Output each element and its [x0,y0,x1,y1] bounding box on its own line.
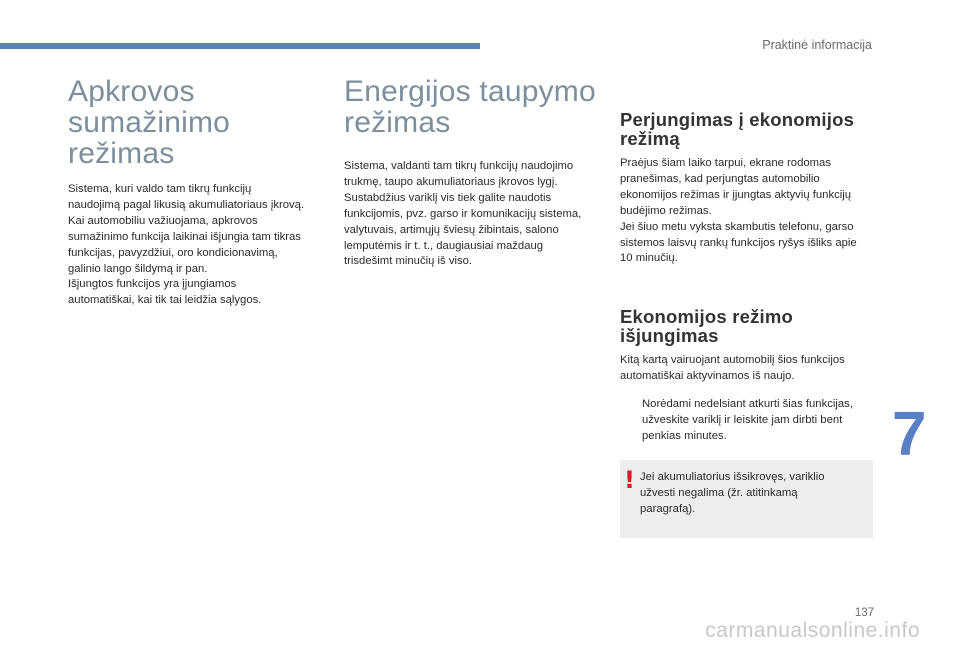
left-section [68,76,330,309]
warning-text: Jei akumuliatorius išsikrovęs, variklio užvesti negalima (žr. atitinkamą paragrafą). [640,471,825,515]
economy-mode-switch-section [620,110,876,267]
economy-mode-exit-section [620,307,876,385]
middle-section-body: Sistema, valdanti tam tikrų funkcijų naudojimo trukmę, taupo akumuliatoriaus įkrovos lygį. Sustabdžius variklį vis tiek galite naudotis funkcijomis, pvz. garso ir komunikacijų sistema, valytuvais, artimųjų šviesų žibintais, salono lemputėmis ir t. t., daugiausiai maždaug trisdešimt minučių iš viso. [344,160,582,268]
section-header-title: Praktinė informacija [762,38,872,52]
middle-section-title: Energijos taupymo režimas [344,75,596,139]
economy-mode-exit-title: Ekonomijos režimo išjungimas [620,306,794,346]
instruction-bullet [620,397,876,445]
left-section-body: Sistema, kuri valdo tam tikrų funkcijų naudojimą pagal likusią akumuliatoriaus įkrovą. Kai automobiliu važiuojama, apkrovos sumažinimo funkcija laikinai išjungia tam tikras funkcijas, pavyzdžiui, oro kondicionavimą, galinio lango šildymą ir pan. Išjungtos funkcijos yra įjungiamos automatiškai, kai tik tai leidžia sąlygos. [68,183,305,307]
economy-mode-switch-body: Praėjus šiam laiko tarpui, ekrane rodomas pranešimas, kad perjungtas automobilio ekonomijos režimas ir įjungtas aktyvių funkcijų budėjimo režimas. Jei šiuo metu vyksta skambutis telefonu, garso sistemos laisvų rankų funkcijos ryšys išliks apie 10 minučių. [620,157,857,265]
header-accent-bar [0,43,480,49]
economy-mode-switch-title: Perjungimas į ekonomijos režimą [620,109,855,149]
warning-box [620,460,873,538]
warning-icon: ! [624,466,635,494]
middle-section [344,76,606,270]
economy-mode-exit-body: Kitą kartą vairuojant automobilį šios funkcijos automatiškai aktyvinamos iš naujo. [620,354,845,382]
instruction-bullet-text: Norėdami nedelsiant atkurti šias funkcijas, užveskite variklį ir leiskite jam dirbti bent penkias minutes. [642,398,853,442]
left-section-title: Apkrovos sumažinimo režimas [68,75,231,170]
page-number: 137 [854,607,874,619]
chapter-tab-number: 7 [892,400,927,469]
watermark: carmanualsonline.info [705,619,920,642]
